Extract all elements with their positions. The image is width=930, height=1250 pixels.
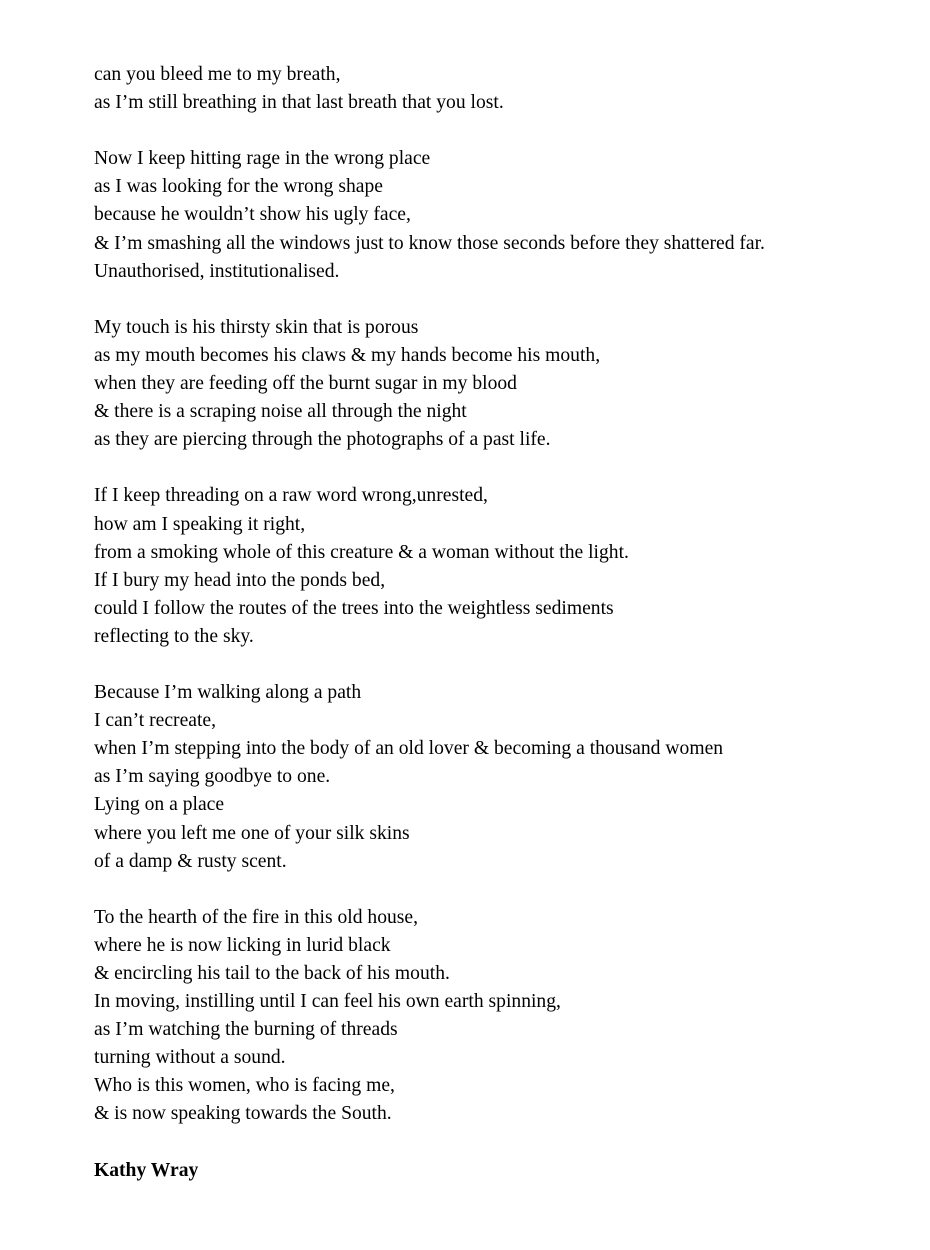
- poem-line: Now I keep hitting rage in the wrong place: [94, 148, 431, 170]
- poem-line: & encircling his tail to the back of his mouth.: [94, 963, 450, 984]
- poem-line: as I was looking for the wrong shape: [94, 176, 383, 198]
- poem-line: when I’m stepping into the body of an old lover & becoming a thousand women: [94, 738, 724, 760]
- poem-line: turning without a sound.: [94, 1047, 286, 1069]
- poem-body: [94, 61, 894, 1185]
- poem-line: Unauthorised, institutionalised.: [94, 260, 340, 282]
- poem-line: & I’m smashing all the windows just to know those seconds before they shattered far.: [94, 232, 765, 254]
- poem-line: If I bury my head into the ponds bed,: [94, 569, 386, 591]
- poem-line: as my mouth becomes his claws & my hands become his mouth,: [94, 344, 601, 366]
- stanza-2: [94, 145, 894, 285]
- poem-line: If I keep threading on a raw word wrong,unrested,: [94, 485, 488, 507]
- poem-line: where he is now licking in lurid black: [94, 934, 391, 956]
- poem-line: Because I’m walking along a path: [94, 682, 362, 704]
- poem-line: of a damp & rusty scent.: [94, 850, 287, 872]
- poem-line: where you left me one of your silk skins: [94, 822, 410, 844]
- poem-line: as I’m watching the burning of threads: [94, 1019, 398, 1041]
- poem-line: when they are feeding off the burnt sugar in my blood: [94, 373, 517, 395]
- stanza-4: [94, 482, 894, 651]
- poem-line: as I’m saying goodbye to one.: [94, 766, 331, 788]
- stanza-5: [94, 679, 894, 876]
- poem-line: from a smoking whole of this creature & a woman without the light.: [94, 541, 629, 563]
- poem-line: as they are piercing through the photographs of a past life.: [94, 429, 551, 451]
- poem-line: could I follow the routes of the trees into the weightless sediments: [94, 597, 614, 619]
- poem-line: My touch is his thirsty skin that is porous: [94, 316, 419, 338]
- poem-line: I can’t recreate,: [94, 710, 217, 732]
- poem-line: reflecting to the sky.: [94, 625, 254, 647]
- poem-line: Lying on a place: [94, 794, 225, 816]
- stanza-6: [94, 904, 894, 1129]
- author-name: Kathy Wray: [94, 1159, 199, 1181]
- poem-line: & is now speaking towards the South.: [94, 1103, 392, 1125]
- poem-line: how am I speaking it right,: [94, 513, 306, 535]
- poem-line: as I’m still breathing in that last breath that you lost.: [94, 92, 504, 114]
- poem-line: Who is this women, who is facing me,: [94, 1075, 395, 1097]
- poem-line: In moving, instilling until I can feel his own earth spinning,: [94, 991, 561, 1013]
- poem-line: because he wouldn’t show his ugly face,: [94, 204, 411, 226]
- poem-line: can you bleed me to my breath,: [94, 64, 341, 85]
- poem-line: To the hearth of the fire in this old house,: [94, 906, 419, 928]
- stanza-1: [94, 61, 894, 117]
- poem-line: & there is a scraping noise all through the night: [94, 401, 467, 423]
- stanza-3: [94, 314, 894, 454]
